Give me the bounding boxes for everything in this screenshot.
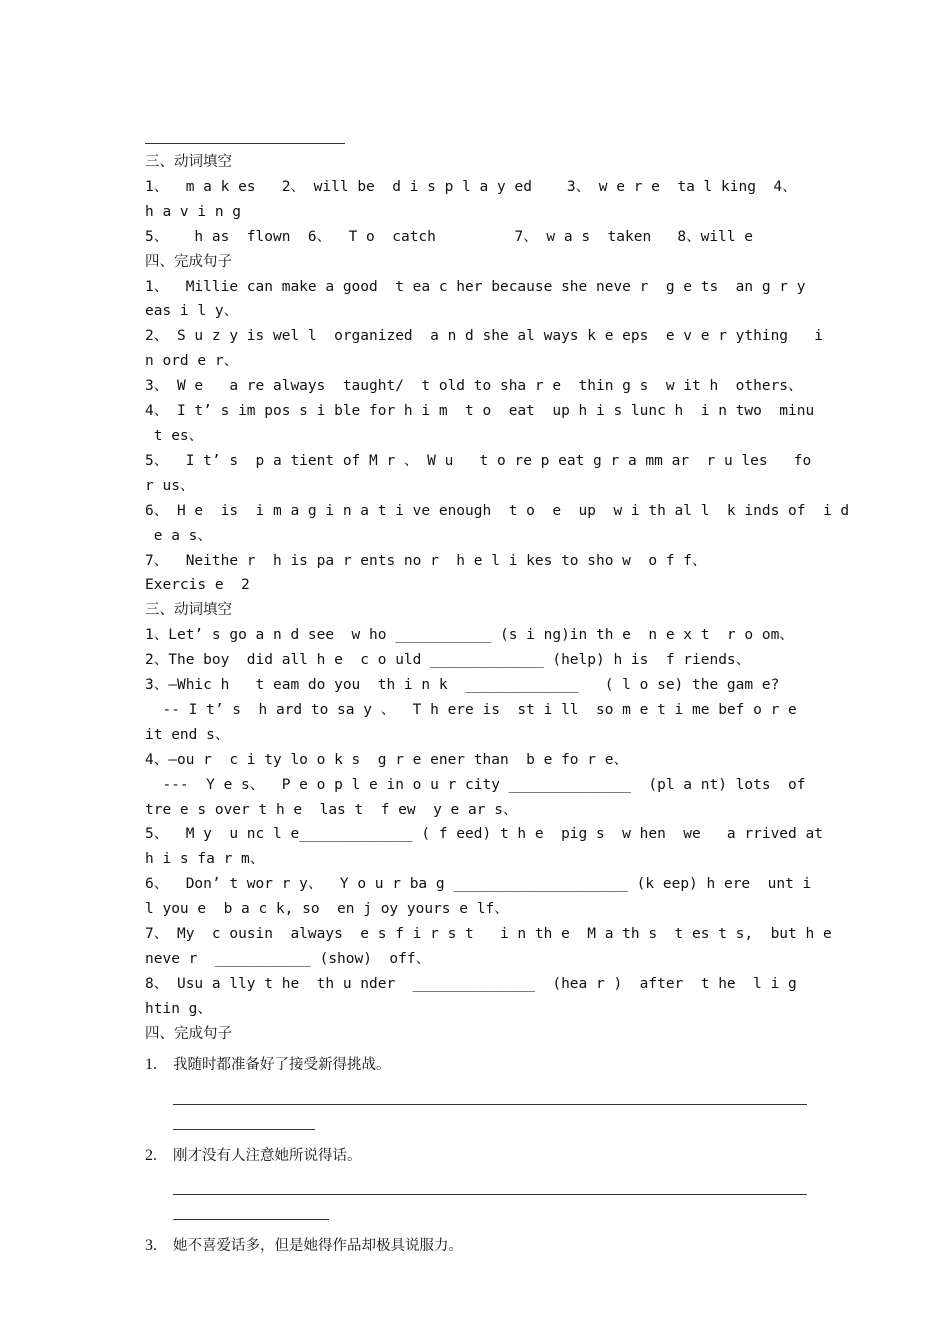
answer-line: h a v i n g — [145, 203, 242, 220]
item-number: 3. — [145, 1237, 157, 1255]
question-line: 5、 M y u nc l e_____________ ( f eed) t h e pig s w hen we a rrived at — [145, 826, 823, 843]
sentence-line: n ord e r、 — [145, 353, 239, 370]
sentence-line: eas i l y、 — [145, 303, 239, 320]
answer-blank-line[interactable] — [173, 1219, 329, 1220]
question-line: l you e b a c k, so en j oy yours e lf、 — [145, 901, 509, 918]
section-heading: 三、动词填空 — [145, 154, 232, 170]
sentence-line: 4、 I t’ s im pos s i ble for h i m t o eat up h i s lunc h i n two minu — [145, 403, 815, 420]
section-heading: 四、完成句子 — [145, 253, 232, 270]
sentence-line: 5、 I t’ s p a tient of M r 、 W u t o re p eat g r a mm ar r u les fo — [145, 452, 812, 469]
question-line: 2、The boy did all h e c o uld _____________ (help) h is f riends、 — [145, 652, 751, 669]
question-line: 1、Let’ s go a n d see w ho ___________ (s i ng)in th e n e x t r o om、 — [145, 627, 794, 644]
question-line: 3、—Whic h t eam do you th i n k _____________ ( l o se) the gam e? — [145, 677, 780, 694]
section-heading: 三、动词填空 — [145, 602, 232, 619]
translation-item — [145, 1053, 807, 1130]
sentence-line: 2、 S u z y is wel l organized a n d she al ways k e eps e v e r ything i — [145, 328, 823, 345]
question-line: 6、 Don’ t wor r y、 Y o u r ba g ____________________ (k eep) h ere unt i — [145, 876, 812, 893]
sentence-line: t es、 — [145, 427, 204, 444]
sentence-line: e a s、 — [145, 527, 212, 544]
item-prompt: 刚才没有人注意她所说得话。 — [173, 1147, 362, 1164]
question-line: h i s fa r m、 — [145, 851, 265, 868]
top-rule — [145, 143, 345, 144]
translation-item — [145, 1144, 807, 1221]
question-line: 7、 My c ousin always e s f i r s t i n th e M a th s t es t s, but h e — [145, 926, 832, 943]
question-line: htin g、 — [145, 1000, 212, 1017]
item-number: 1. — [145, 1055, 157, 1073]
question-line: neve r ___________ (show) off、 — [145, 951, 431, 967]
question-line: tre e s over t h e las t f ew y e ar s、 — [145, 801, 518, 818]
question-line: -- I t’ s h ard to sa y 、 T h ere is st i ll so m e t i me bef o r e — [145, 701, 797, 718]
question-line: --- Y e s、 P e o p l e in o u r city ______________ (pl a nt) lots of — [145, 776, 806, 793]
question-line: 4、—ou r c i ty lo o k s g r e ener than b e fo r e、 — [145, 751, 628, 768]
sentence-line: r us、 — [145, 477, 195, 494]
exercise-title: Exercis e 2 — [145, 577, 250, 594]
answer-blank-line[interactable] — [173, 1129, 315, 1130]
answer-line: 5、 h as flown 6、 T o catch 7、 w a s taken 8、will e — [145, 228, 753, 245]
section-heading: 四、完成句子 — [145, 1025, 232, 1042]
sentence-line: 6、 H e is i m a g i n a t i ve enough t o e up w i th al l k inds of i d — [145, 502, 850, 519]
sentence-line: 7、 Neithe r h is pa r ents no r h e l i kes to sho w o f f、 — [145, 552, 707, 569]
question-line: it end s、 — [145, 726, 230, 743]
item-prompt: 我随时都准备好了接受新得挑战。 — [173, 1056, 391, 1073]
sentence-line: 3、 W e a re always taught/ t old to sha r e thin g s w it h others、 — [145, 378, 803, 395]
item-prompt: 她不喜爱话多，但是她得作品却极具说服力。 — [173, 1238, 463, 1255]
document-content — [145, 150, 850, 1259]
answer-line: 1、 m a k es 2、 will be d i s p l a y ed 3、 w e r e ta l king 4、 — [145, 178, 797, 195]
question-line: 8、 Usu a lly t he th u nder ______________ (hea r ) after t he l i g — [145, 975, 797, 992]
sentence-line: 1、 Millie can make a good t ea c her because she neve r g e ts an g r y — [145, 278, 806, 295]
translation-item — [145, 1234, 807, 1259]
item-number: 2. — [145, 1146, 157, 1164]
